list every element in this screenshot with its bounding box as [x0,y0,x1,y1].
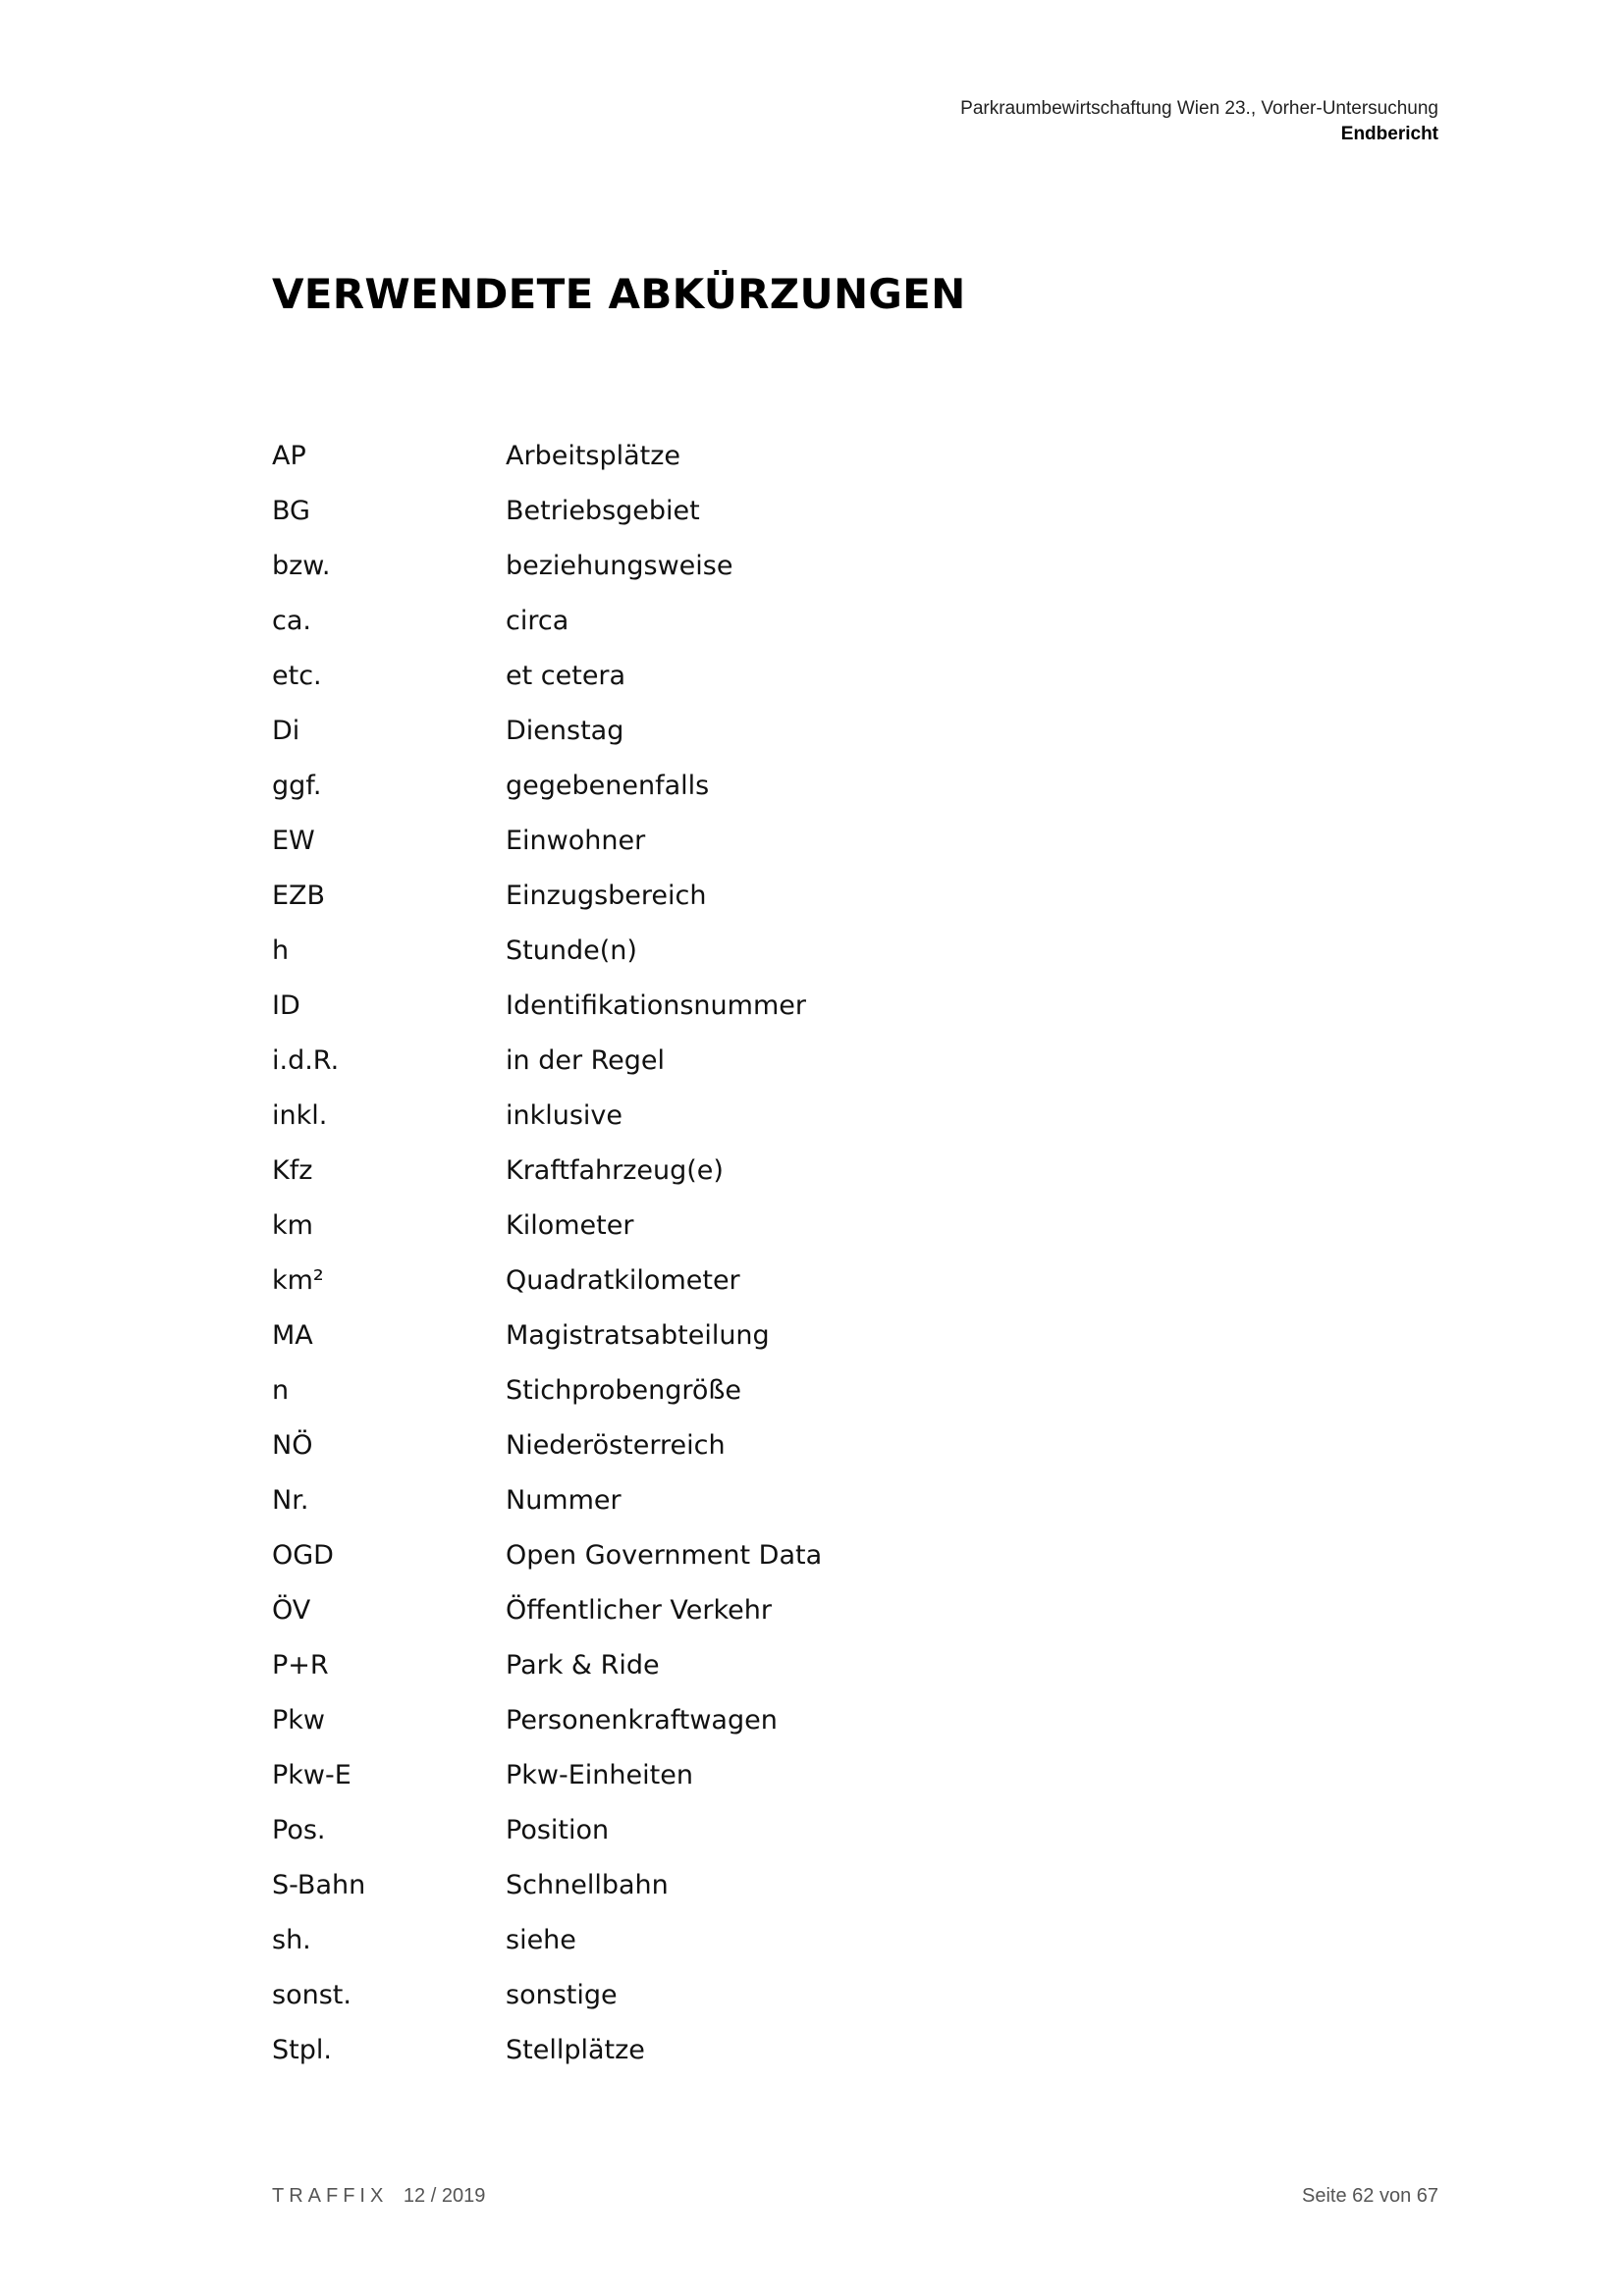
abbreviation-meaning: Quadratkilometer [506,1264,740,1296]
abbreviation-row [272,1088,1352,1143]
abbreviation-meaning: Betriebsgebiet [506,495,700,526]
footer-date: 12 / 2019 [403,2185,486,2207]
abbreviation-term: ca. [272,605,311,636]
abbreviation-meaning: Pkw-Einheiten [506,1759,693,1790]
abbreviation-meaning: Öffentlicher Verkehr [506,1594,773,1626]
abbreviation-meaning: Personenkraftwagen [506,1704,778,1735]
abbreviation-term: h [272,934,290,966]
abbreviation-term: Pkw-E [272,1759,352,1790]
abbreviation-row [272,703,1352,758]
header-report-type: Endbericht [1340,124,1438,144]
footer-page-number: Seite 62 von 67 [1302,2185,1438,2207]
abbreviation-row [272,1308,1352,1362]
abbreviation-row [272,1802,1352,1857]
abbreviation-term: NÖ [272,1429,313,1461]
abbreviation-term: km² [272,1264,324,1296]
abbreviation-row [272,1472,1352,1527]
abbreviation-term: sh. [272,1924,311,1955]
abbreviation-row [272,428,1352,483]
abbreviation-meaning: Park & Ride [506,1649,660,1681]
abbreviation-term: Nr. [272,1484,309,1516]
page-title: VERWENDETE ABKÜRZUNGEN [272,270,966,318]
abbreviation-term: P+R [272,1649,329,1681]
abbreviation-meaning: Niederösterreich [506,1429,726,1461]
abbreviation-term: EZB [272,880,326,911]
abbreviation-term: Pkw [272,1704,325,1735]
abbreviation-row [272,1912,1352,1967]
abbreviation-row [272,1637,1352,1692]
abbreviation-term: EW [272,825,315,856]
abbreviation-row [272,1692,1352,1747]
abbreviation-meaning: siehe [506,1924,576,1955]
abbreviation-row [272,1253,1352,1308]
abbreviation-meaning: Stunde(n) [506,934,637,966]
abbreviation-term: bzw. [272,550,331,581]
abbreviation-meaning: Schnellbahn [506,1869,669,1900]
abbreviation-row [272,1143,1352,1198]
abbreviation-row [272,1198,1352,1253]
abbreviation-term: Kfz [272,1154,313,1186]
abbreviation-row [272,2022,1352,2077]
abbreviation-row [272,868,1352,923]
abbreviation-meaning: Nummer [506,1484,622,1516]
abbreviation-term: sonst. [272,1979,352,2010]
abbreviation-meaning: Einwohner [506,825,646,856]
abbreviation-row [272,593,1352,648]
footer-left [272,2185,485,2208]
abbreviation-term: OGD [272,1539,334,1571]
abbreviation-row [272,1362,1352,1417]
abbreviation-term: Pos. [272,1814,326,1845]
abbreviation-term: BG [272,495,310,526]
abbreviation-meaning: Stellplätze [506,2034,645,2065]
abbreviation-row [272,923,1352,978]
abbreviation-meaning: Stichprobengröße [506,1374,741,1406]
abbreviation-term: ggf. [272,770,322,801]
abbreviation-row [272,538,1352,593]
abbreviation-row [272,813,1352,868]
abbreviation-row [272,758,1352,813]
abbreviation-term: AP [272,440,306,471]
abbreviation-term: ID [272,989,300,1021]
abbreviation-meaning: Position [506,1814,610,1845]
abbreviation-term: MA [272,1319,313,1351]
abbreviation-meaning: gegebenenfalls [506,770,710,801]
abbreviation-term: Stpl. [272,2034,332,2065]
abbreviation-term: n [272,1374,290,1406]
abbreviation-meaning: Kraftfahrzeug(e) [506,1154,724,1186]
abbreviation-meaning: sonstige [506,1979,618,2010]
abbreviation-term: etc. [272,660,322,691]
abbreviation-meaning: Magistratsabteilung [506,1319,770,1351]
abbreviation-row [272,483,1352,538]
abbreviation-meaning: Arbeitsplätze [506,440,681,471]
abbreviation-row [272,1417,1352,1472]
abbreviation-row [272,1527,1352,1582]
abbreviation-meaning: circa [506,605,569,636]
abbreviation-term: Di [272,715,300,746]
abbreviation-meaning: et cetera [506,660,626,691]
abbreviation-term: inkl. [272,1099,328,1131]
abbreviation-row [272,1582,1352,1637]
abbreviation-meaning: Dienstag [506,715,624,746]
abbreviation-row [272,648,1352,703]
footer-brand: TRAFFIX [272,2185,389,2207]
abbreviation-meaning: Open Government Data [506,1539,823,1571]
abbreviation-row [272,1033,1352,1088]
page-header [960,96,1438,147]
abbreviation-meaning: inklusive [506,1099,623,1131]
abbreviation-meaning: in der Regel [506,1044,666,1076]
abbreviation-row [272,1967,1352,2022]
abbreviation-meaning: Kilometer [506,1209,634,1241]
abbreviation-row [272,1857,1352,1912]
abbreviation-row [272,978,1352,1033]
abbreviation-term: ÖV [272,1594,311,1626]
header-project-title: Parkraumbewirtschaftung Wien 23., Vorher-Untersuchung [960,98,1438,119]
abbreviation-term: S-Bahn [272,1869,366,1900]
abbreviation-term: i.d.R. [272,1044,340,1076]
abbreviation-meaning: beziehungsweise [506,550,733,581]
abbreviation-row [272,1747,1352,1802]
abbreviation-meaning: Identifikationsnummer [506,989,806,1021]
abbreviation-list [272,428,1352,2077]
abbreviation-meaning: Einzugsbereich [506,880,707,911]
abbreviation-term: km [272,1209,313,1241]
